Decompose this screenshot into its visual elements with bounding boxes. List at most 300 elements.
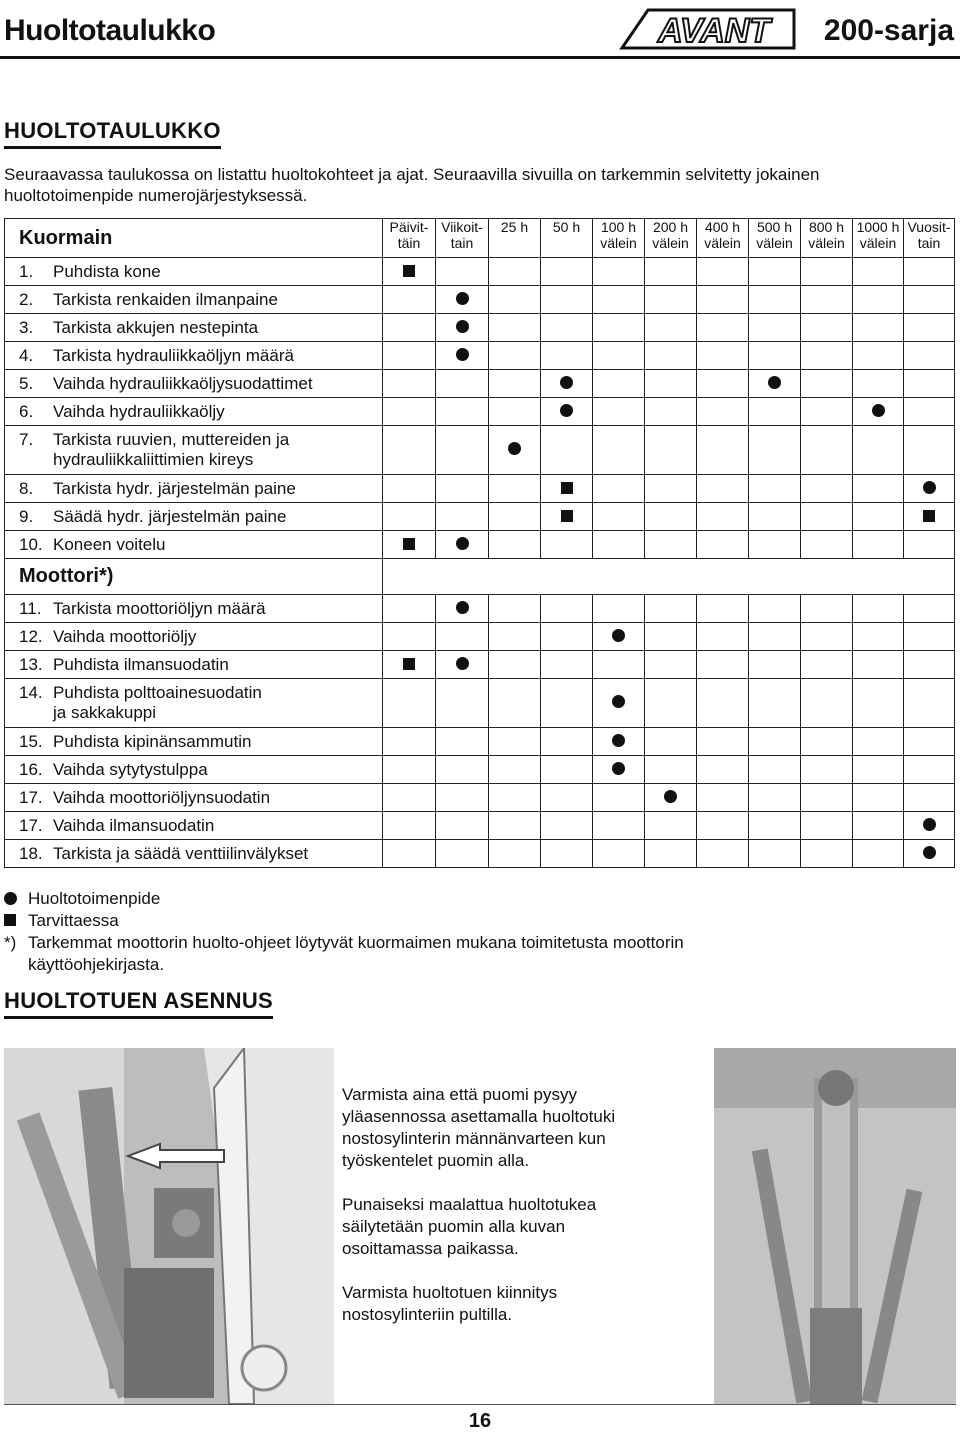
dot-mark-icon [508,442,521,455]
interval-cell [697,342,749,370]
header-rule [0,56,960,59]
instruction-line: Punaiseksi maalattua huoltotukea [342,1195,597,1214]
interval-cell [383,756,436,784]
interval-cell [853,398,904,426]
column-header [801,219,853,258]
dot-mark-icon [923,818,936,831]
interval-cell [904,728,955,756]
dot-mark-icon [872,404,885,417]
interval-cell [904,475,955,503]
interval-cell [801,258,853,286]
task-label [5,342,383,370]
header-series: 200-sarja [823,14,954,47]
avant-logo [618,4,798,50]
interval-cell [853,784,904,812]
column-header-line-1: 800 h [808,219,845,235]
service-support-instructions [342,1084,682,1348]
column-header-line-2: tain [450,235,474,251]
interval-cell [593,595,645,623]
task-number: 11. [19,598,42,618]
interval-cell [697,398,749,426]
interval-cell [593,728,645,756]
legend-asterisk-row [4,932,684,976]
column-header [904,219,955,258]
interval-cell [593,314,645,342]
legend [4,888,684,976]
interval-cell [593,475,645,503]
column-header [383,219,436,258]
column-header-line-2: välein [859,235,897,251]
photo-service-support-location [4,1048,334,1404]
interval-cell [383,531,436,559]
interval-cell [593,426,645,475]
interval-cell [541,728,593,756]
instruction-line: säilytetään puomin alla kuvan [342,1217,566,1236]
interval-cell [593,679,645,728]
interval-cell [383,503,436,531]
interval-cell [853,503,904,531]
interval-cell [749,258,801,286]
interval-cell [749,840,801,868]
interval-cell [697,503,749,531]
table-row [5,679,955,728]
task-number: 13. [19,654,43,674]
task-number: 2. [19,289,34,309]
interval-cell [436,623,489,651]
interval-cell [749,503,801,531]
dot-mark-icon [923,481,936,494]
interval-cell [904,840,955,868]
interval-cell [801,840,853,868]
table-row [5,370,955,398]
interval-cell [541,840,593,868]
column-header-line-1: 100 h [600,219,637,235]
instruction-paragraph [342,1282,682,1326]
task-label [5,503,383,531]
interval-cell [593,286,645,314]
instruction-line: Varmista aina että puomi pysyy [342,1085,577,1104]
task-text: Tarkista hydr. järjestelmän paine [53,478,296,498]
column-header-line-1: 25 h [500,219,529,235]
interval-cell [853,342,904,370]
interval-cell [801,651,853,679]
table-row [5,784,955,812]
interval-cell [853,812,904,840]
interval-cell [853,840,904,868]
interval-cell [645,314,697,342]
task-number: 17. [19,787,43,807]
task-label [5,595,383,623]
interval-cell [904,426,955,475]
task-text: Vaihda hydrauliikkaöljysuodattimet [53,373,313,393]
task-label [5,812,383,840]
interval-cell [645,756,697,784]
interval-cell [697,756,749,784]
interval-cell [697,314,749,342]
interval-cell [489,651,541,679]
column-header-line-1: 200 h [652,219,689,235]
task-text: Puhdista kone [53,261,161,281]
interval-cell [801,342,853,370]
task-number: 9. [19,506,34,526]
interval-cell [853,314,904,342]
task-label [5,531,383,559]
column-header-line-1: Viikoit- [441,219,483,235]
interval-cell [697,623,749,651]
task-text: Tarkista akkujen nestepinta [53,317,259,337]
column-header [489,219,541,258]
square-symbol-icon [4,914,16,926]
interval-cell [853,475,904,503]
table-row [5,475,955,503]
task-text: Tarkista renkaiden ilmanpaine [53,289,278,309]
dot-mark-icon [768,376,781,389]
dot-mark-icon [456,537,469,550]
interval-cell [541,426,593,475]
interval-cell [749,286,801,314]
logo-text: AVANT [657,12,771,50]
instruction-line: osoittamassa paikassa. [342,1239,519,1258]
table-row [5,651,955,679]
task-number: 12. [19,626,43,646]
task-number: 17. [19,815,43,835]
table-row [5,531,955,559]
group-row [5,219,955,258]
interval-cell [697,595,749,623]
interval-cell [853,595,904,623]
dot-mark-icon [664,790,677,803]
interval-cell [541,623,593,651]
square-mark-icon [403,658,415,670]
interval-cell [383,728,436,756]
interval-cell [801,426,853,475]
task-number: 14. [19,683,43,702]
interval-cell [541,784,593,812]
interval-cell [436,314,489,342]
task-label [5,651,383,679]
interval-cell [697,426,749,475]
task-number: 5. [19,373,34,393]
task-label [5,370,383,398]
interval-cell [593,651,645,679]
section-heading-service-table: HUOLTOTAULUKKO [4,118,221,149]
interval-cell [749,595,801,623]
interval-cell [801,623,853,651]
interval-cell [436,531,489,559]
interval-cell [645,840,697,868]
task-text: Vaihda ilmansuodatin [53,815,215,835]
interval-cell [749,314,801,342]
dot-mark-icon [456,292,469,305]
footer-rule [4,1404,956,1405]
column-header-line-1: 1000 h [856,219,900,235]
interval-cell [853,531,904,559]
interval-cell [489,531,541,559]
column-header-line-1: 50 h [552,219,581,235]
interval-cell [697,370,749,398]
task-label [5,623,383,651]
dot-mark-icon [612,695,625,708]
task-label [5,784,383,812]
task-label [5,314,383,342]
interval-cell [383,258,436,286]
interval-cell [697,784,749,812]
interval-cell [593,342,645,370]
group-row [5,559,955,595]
table-row [5,286,955,314]
column-header-line-2: tain [917,235,941,251]
dot-symbol-icon [4,892,17,905]
interval-cell [853,756,904,784]
table-row [5,623,955,651]
photo-service-support-installed [714,1048,956,1404]
table-row [5,314,955,342]
task-text: Tarkista ja säädä venttiilinvälykset [53,843,309,863]
dot-mark-icon [612,629,625,642]
table-row [5,398,955,426]
interval-cell [489,840,541,868]
interval-cell [489,398,541,426]
interval-cell [697,286,749,314]
task-number: 16. [19,759,43,779]
interval-cell [645,784,697,812]
table-row [5,258,955,286]
interval-cell [801,314,853,342]
instruction-paragraph [342,1194,682,1260]
interval-cell [853,370,904,398]
legend-dot-row [4,888,684,910]
interval-cell [801,784,853,812]
interval-cell [541,503,593,531]
task-text: Vaihda moottoriöljynsuodatin [53,787,271,807]
service-table [4,218,955,868]
interval-cell [489,503,541,531]
interval-cell [383,314,436,342]
interval-cell [436,426,489,475]
dot-mark-icon [612,762,625,775]
dot-mark-icon [923,846,936,859]
interval-cell [436,756,489,784]
table-row [5,756,955,784]
interval-cell [904,623,955,651]
task-number: 6. [19,401,34,421]
interval-cell [489,679,541,728]
table-row [5,426,955,475]
page-number: 16 [468,1410,492,1432]
interval-cell [749,728,801,756]
task-label [5,258,383,286]
interval-cell [801,595,853,623]
interval-cell [749,756,801,784]
column-header-line-2: välein [808,235,845,251]
interval-cell [489,370,541,398]
instruction-paragraph [342,1084,682,1172]
interval-cell [749,426,801,475]
interval-cell [904,784,955,812]
dot-mark-icon [456,657,469,670]
task-text: Puhdista ilmansuodatin [53,654,229,674]
task-text: Tarkista hydrauliikkaöljyn määrä [53,345,294,365]
interval-cell [489,258,541,286]
dot-mark-icon [456,348,469,361]
interval-cell [593,784,645,812]
interval-cell [593,370,645,398]
interval-cell [489,756,541,784]
interval-cell [904,342,955,370]
dot-mark-icon [560,404,573,417]
interval-cell [383,595,436,623]
column-header-line-1: Vuosit- [907,219,951,235]
group-title: Moottori*) [5,559,383,595]
interval-cell [697,679,749,728]
interval-cell [541,370,593,398]
interval-cell [489,595,541,623]
interval-cell [436,258,489,286]
interval-cell [436,398,489,426]
interval-cell [489,426,541,475]
dot-mark-icon [560,376,573,389]
column-header-line-2: täin [397,235,421,251]
task-text: Vaihda sytytystulppa [53,759,208,779]
interval-cell [904,595,955,623]
interval-cell [904,370,955,398]
column-header [593,219,645,258]
column-header-line-2: välein [600,235,637,251]
interval-cell [697,258,749,286]
dot-mark-icon [612,734,625,747]
interval-cell [436,784,489,812]
instruction-line: nostosylinteriin pultilla. [342,1305,513,1324]
interval-cell [749,651,801,679]
legend-square-row [4,910,684,932]
table-row [5,728,955,756]
intro-paragraph: Seuraavassa taulukossa on listattu huoltokohteet ja ajat. Seuraavilla sivuilla on tarkemmin selvitetty jokainen huoltotoimenpide numerojärjestyksessä. [4,165,820,205]
asterisk-symbol: *) [4,933,17,952]
square-mark-icon [403,538,415,550]
table-row [5,342,955,370]
interval-cell [383,840,436,868]
interval-cell [749,679,801,728]
interval-cell [853,258,904,286]
interval-cell [801,398,853,426]
interval-cell [436,679,489,728]
interval-cell [541,398,593,426]
interval-cell [436,812,489,840]
table-row [5,503,955,531]
square-mark-icon [403,265,415,277]
interval-cell [383,623,436,651]
interval-cell [436,503,489,531]
task-label [5,475,383,503]
section-heading-service-support: HUOLTOTUEN ASENNUS [4,988,273,1019]
column-header-line-2: välein [756,235,793,251]
interval-cell [749,475,801,503]
task-label [5,728,383,756]
interval-cell [904,531,955,559]
interval-cell [904,398,955,426]
interval-cell [436,651,489,679]
interval-cell [593,503,645,531]
column-header-line-1: 400 h [704,219,741,235]
interval-cell [645,258,697,286]
interval-cell [541,595,593,623]
instruction-line: yläasennossa asettamalla huoltotuki [342,1107,616,1126]
interval-cell [541,475,593,503]
interval-cell [593,398,645,426]
interval-cell [489,286,541,314]
interval-cell [436,286,489,314]
interval-cell [904,503,955,531]
task-text: Tarkista moottoriöljyn määrä [53,598,266,618]
interval-cell [593,623,645,651]
interval-cell [383,286,436,314]
table-row [5,595,955,623]
interval-cell [541,679,593,728]
interval-cell [904,314,955,342]
interval-cell [593,840,645,868]
interval-cell [801,679,853,728]
task-label [5,286,383,314]
interval-cell [801,370,853,398]
interval-cell [749,370,801,398]
task-label [5,398,383,426]
interval-cell [801,812,853,840]
interval-cell [697,840,749,868]
interval-cell [383,679,436,728]
interval-cell [541,342,593,370]
interval-cell [383,370,436,398]
interval-cell [436,475,489,503]
interval-cell [489,728,541,756]
interval-cell [853,623,904,651]
interval-cell [853,679,904,728]
task-label [5,426,383,475]
interval-cell [904,651,955,679]
interval-cell [489,342,541,370]
interval-cell [904,258,955,286]
legend-asterisk-line-1: Tarkemmat moottorin huolto-ohjeet löytyvät kuormaimen mukana toimitetusta moottorin [28,933,684,952]
interval-cell [697,651,749,679]
page-header [0,0,960,62]
group-spacer [383,559,955,595]
task-label [5,756,383,784]
interval-cell [541,258,593,286]
interval-cell [801,286,853,314]
header-title: Huoltotaulukko [4,14,216,47]
interval-cell [436,595,489,623]
interval-cell [383,784,436,812]
instruction-line: työskentelet puomin alla. [342,1151,530,1170]
interval-cell [645,342,697,370]
task-text: Säädä hydr. järjestelmän paine [53,506,287,526]
interval-cell [593,258,645,286]
interval-cell [749,784,801,812]
interval-cell [697,475,749,503]
interval-cell [436,728,489,756]
interval-cell [593,812,645,840]
interval-cell [853,651,904,679]
interval-cell [645,651,697,679]
task-label [5,840,383,868]
interval-cell [749,623,801,651]
column-header [436,219,489,258]
legend-dot-label: Huoltotoimenpide [28,889,161,908]
interval-cell [904,812,955,840]
interval-cell [645,475,697,503]
interval-cell [697,531,749,559]
interval-cell [801,503,853,531]
interval-cell [645,286,697,314]
